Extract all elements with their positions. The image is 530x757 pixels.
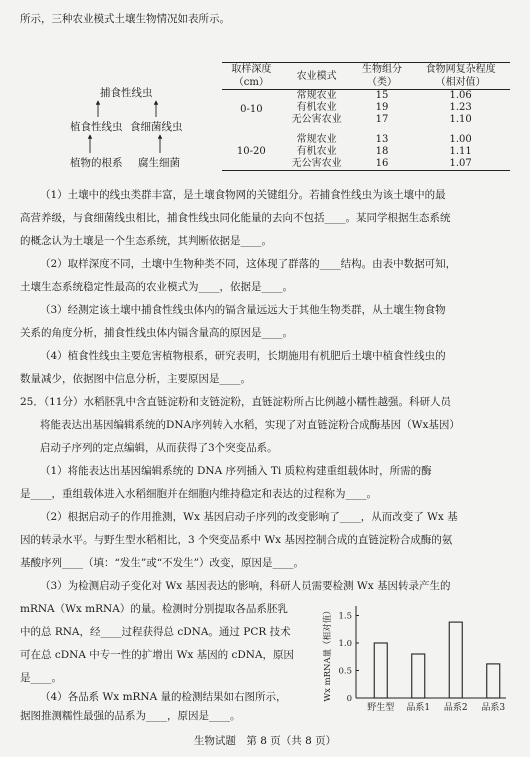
mode-cell: 无公害农业 xyxy=(291,114,342,125)
wx-mrna-chart-svg xyxy=(318,602,514,718)
foodweb-mid-left: 植食性线虫 xyxy=(70,121,123,133)
y-tick-label: 1.0 xyxy=(338,639,352,649)
complexity-cell: 1.00 xyxy=(449,134,472,145)
header-complexity: 食物网复杂程度 （相对值） xyxy=(425,64,496,88)
complexity-cell: 1.07 xyxy=(449,158,472,169)
foodweb-top: 捕食性线虫 xyxy=(100,87,153,99)
text-line: （4）植食性线虫主要危害植物根系，研究表明，长期施用有机肥后土壤中植食性线虫的 xyxy=(40,350,446,362)
text-line: （1）土壤中的线虫类群丰富，是土壤食物网的关键组分。若捕食性线虫为该土壤中的最 xyxy=(40,189,446,201)
page-footer: 生物试题 第 8 页（共 8 页） xyxy=(193,735,337,747)
text-line: 是____。 xyxy=(20,672,62,684)
header-components: 生物组分 （类） xyxy=(361,64,402,88)
bar-2 xyxy=(412,654,425,698)
table-row xyxy=(222,130,510,146)
complexity-cell: 1.11 xyxy=(449,146,472,157)
bar-1 xyxy=(374,643,387,698)
components-cell: 19 xyxy=(375,102,389,113)
text-line: （2）取样深度不同，土壤中生物种类不同，这体现了群落的____结构。由表中数据可知， xyxy=(40,258,457,270)
bar-3 xyxy=(449,622,462,698)
foodweb-bottom-left: 植物的根系 xyxy=(70,157,123,169)
intro-text: 所示，三种农业模式土壤生物情况如表所示。 xyxy=(20,13,230,25)
text-line: （4）各品系 Wx mRNA 量的检测结果如右图所示， xyxy=(40,691,287,703)
complexity-cell: 1.06 xyxy=(449,90,472,101)
text-line: （2）根据启动子的作用推测，Wx 基因启动子序列的改变影响了____，从而改变了 Wx 基 xyxy=(40,511,458,523)
text-line: 基酸序列____（填：“发生”或“不发生”）改变，原因是____。 xyxy=(20,557,304,569)
depth-cell: 10-20 xyxy=(236,146,266,157)
text-line: 的概念认为土壤是一个生态系统，其判断依据是____。 xyxy=(20,235,272,247)
text-line: 据图推测糯性最强的品系为____，原因是____。 xyxy=(20,710,241,722)
mode-cell: 无公害农业 xyxy=(291,158,342,169)
components-cell: 16 xyxy=(375,158,389,169)
text-line: 数量减少，依据图中信息分析，主要原因是____。 xyxy=(20,373,251,385)
bar-4 xyxy=(487,664,500,698)
y-axis-label: Wx mRNA量（相对值） xyxy=(323,606,333,702)
table-row xyxy=(222,90,510,103)
text-line: 将能表达出基因编辑系统的DNA序列转入水稻，实现了对直链淀粉合成酶基因（Wx基因） xyxy=(40,419,460,431)
text-line: 关系的角度分析，捕食性线虫体内镉含量高的原因是____。 xyxy=(20,327,293,339)
text-line: 因的转录水平。与野生型水稻相比，3 个突变品系中 Wx 基因控制合成的直链淀粉合成酶的氨 xyxy=(20,534,453,546)
y-tick-label: 1.5 xyxy=(338,611,352,622)
depth-cell: 0-10 xyxy=(240,104,263,115)
components-cell: 18 xyxy=(375,146,389,157)
foodweb-mid-right: 食细菌线虫 xyxy=(130,121,183,133)
wx-mrna-chart xyxy=(318,602,514,721)
complexity-cell: 1.10 xyxy=(449,114,472,125)
y-tick-label: 0.5 xyxy=(338,666,352,677)
foodweb-bottom-right: 腐生细菌 xyxy=(138,157,180,169)
text-line: 是____，重组载体进入水稻细胞并在细胞内维持稳定和表达的过程称为____。 xyxy=(20,488,377,500)
text-line: （1）将能表达出基因编辑系统的 DNA 序列插入 Ti 质粒构建重组载体时，所需的酶 xyxy=(40,465,432,477)
question-25-heading: 25．（11分）水稻胚乳中含直链淀粉和支链淀粉，直链淀粉所占比例越小糯性越强。科研人员 xyxy=(20,396,451,408)
text-line: 中的总 RNA，经____过程获得总 cDNA。通过 PCR 技术 xyxy=(20,626,291,638)
mode-cell: 有机农业 xyxy=(296,146,337,157)
mode-cell: 常规农业 xyxy=(296,134,337,145)
soil-biota-table xyxy=(222,62,510,171)
mode-cell: 有机农业 xyxy=(296,102,337,113)
components-cell: 13 xyxy=(375,134,389,145)
text-line: 可在总 cDNA 中专一性的扩增出 Wx 基因的 cDNA，原因 xyxy=(20,649,295,661)
complexity-cell: 1.23 xyxy=(449,102,472,113)
text-line: mRNA（Wx mRNA）的量。检测时分别提取各品系胚乳 xyxy=(20,603,288,615)
text-line: 土壤生态系统稳定性最高的农业模式为____，依据是____。 xyxy=(20,281,293,293)
text-line: （3）经测定该土壤中捕食性线虫体内的镉含量远远大于其他生物类群，从土壤生物食物 xyxy=(40,304,446,316)
components-cell: 17 xyxy=(375,114,389,125)
x-tick-label: 野生型 xyxy=(367,703,395,713)
text-line: 启动子序列的定点编辑，从而获得了3个突变品系。 xyxy=(40,442,278,454)
x-tick-label: 品系1 xyxy=(406,703,431,713)
x-tick-label: 品系2 xyxy=(443,703,468,713)
components-cell: 15 xyxy=(375,90,389,101)
text-line: （3）为检测启动子变化对 Wx 基因表达的影响，科研人员需要检测 Wx 基因转录产生的 xyxy=(40,580,451,592)
y-tick-label: 0 xyxy=(346,694,352,704)
text-line: 高营养级，与食细菌线虫相比，捕食性线虫同化能量的去向不包括____。某同学根据生态系统 xyxy=(20,212,451,224)
header-depth: 取样深度 （cm） xyxy=(231,64,272,88)
mode-cell: 常规农业 xyxy=(296,90,337,101)
header-mode: 农业模式 xyxy=(296,70,337,82)
x-tick-label: 品系3 xyxy=(481,703,506,713)
